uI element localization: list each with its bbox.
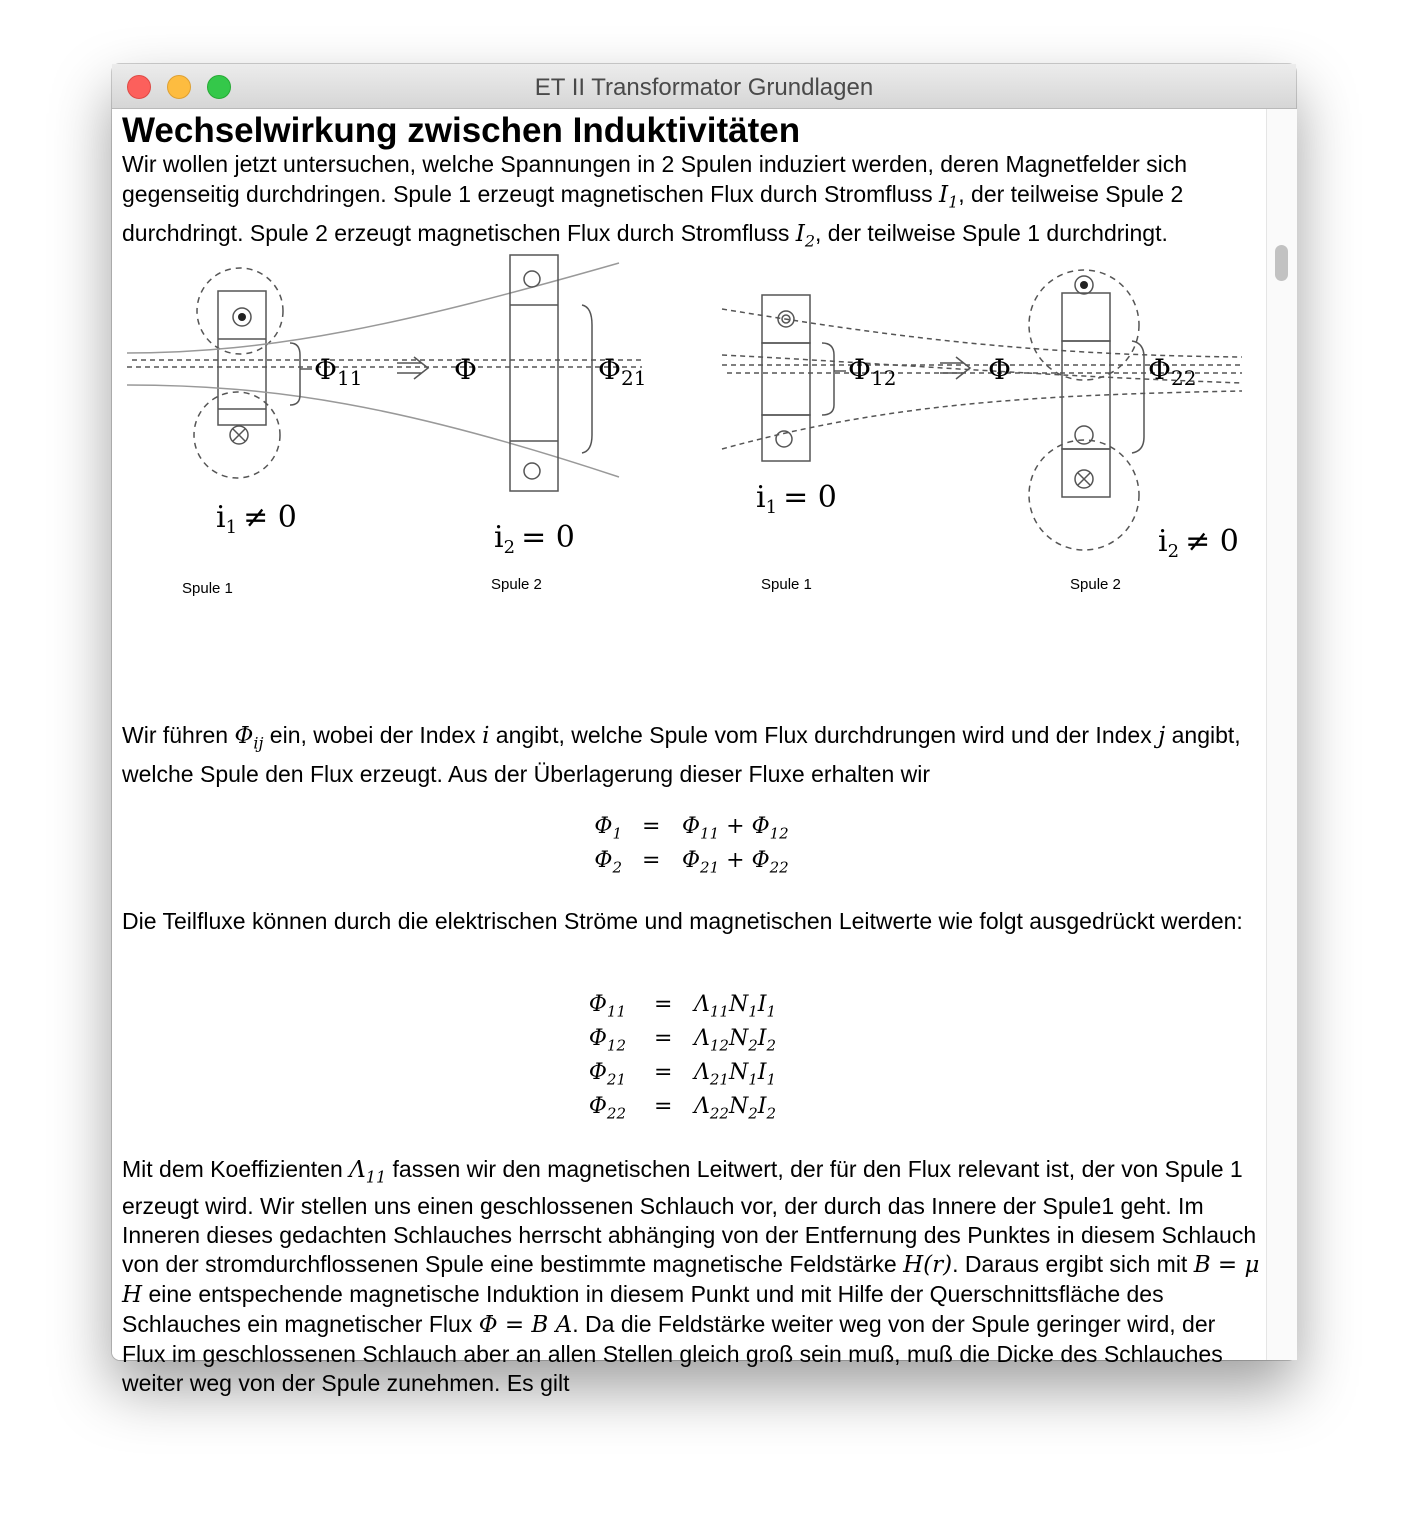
- math-Phi-ij: $\Phi_{ij}$: [234, 723, 264, 753]
- flux-label-own-left: $\Phi_{11}$: [314, 353, 363, 390]
- coil-1-left: [218, 291, 266, 425]
- math-I2: $I_2$: [795, 220, 816, 251]
- math-j: j: [1158, 723, 1166, 749]
- coil-2-right: [1062, 293, 1110, 341]
- current-label-left-2: $i_2 = 0$: [494, 520, 575, 558]
- title-bar[interactable]: [112, 64, 1296, 109]
- app-window: [112, 64, 1296, 1396]
- current-label-right-1: $i_1 = 0$: [756, 480, 837, 518]
- math-Phi-BA: Φ = B A: [478, 1311, 573, 1338]
- coil-label-left-1: Spule 1: [182, 580, 233, 597]
- math-I1: $I_1$: [938, 182, 959, 212]
- field-circle: [194, 392, 280, 478]
- flux-label-other-left: $\Phi_{21}$: [598, 353, 647, 390]
- coupled-coils-figure: [122, 245, 1262, 645]
- intro-paragraph: Wir wollen jetzt untersuchen, welche Spannungen in 2 Spulen induziert werden, deren Magnetfelder sich gegenseitig durchdringen. Spule 1 erzeugt magnetischen Flux durch Stromfluss $I_1$, der teilweise Spule 2 durchdringt. Spule 2 erzeugt magnetischen Flux durch Stromfluss $I_2$, der teilweise Spule 1 durchdringt.: [122, 151, 1188, 251]
- window-title: ET II Transformator Grundlagen: [534, 74, 874, 101]
- math-i: i: [482, 723, 490, 749]
- leitwert-paragraph: Mit dem Koeffizienten $\Lambda_{11}$ fassen wir den magnetischen Leitwert, der für den Flux relevant ist, der von Spule 1 erzeugt wird. Wir stellen uns einen geschlossenen Schlauch vor, der durch das Innere der Spule1 geht. Im Inneren dieses gedachten Schlauches herrscht abhänging von der Entfernung des Punktes in diesem Schlauch von der stromdurchflossenen Spule eine bestimmte magnetische Feldstärke H(r). Daraus ergibt sich mit B = μ H eine entspechende magnetische Induktion in diesem Punkt und mit Hilfe der Querschnittsfläche des Schlauches ein magnetischer Flux Φ = B A. Da die Feldstärke weiter weg von der Spule geringer wird, der Flux im geschlossenen Schlauch aber an allen Stellen gleich groß sein muß, muß die Dicke des Schlauches weiter weg von der Spule zunehmen. Es gilt: [122, 1156, 1260, 1396]
- current-label-left-1: $i_1 \ne 0$: [216, 500, 297, 538]
- coil-label-right-1: Spule 1: [761, 576, 812, 593]
- teilfluxe-paragraph: Die Teilfluxe können durch die elektrischen Ströme und magnetischen Leitwerte wie folgt ausgedrückt werden:: [122, 908, 1243, 934]
- flux-label-center-right: Φ: [988, 353, 1011, 386]
- flux-sum-equations: $\Phi_1$ = $\Phi_{11} + \Phi_{12}$ $\Phi_2$ = $\Phi_{21} + \Phi_{22}$: [594, 814, 789, 877]
- index-paragraph: Wir führen $\Phi_{ij}$ ein, wobei der Index i angibt, welche Spule vom Flux durchdrungen wird und der Index j angibt, welche Spule den Flux erzeugt. Aus der Überlagerung dieser Fluxe erhalten wir: [122, 722, 1241, 787]
- document-content[interactable]: [112, 109, 1266, 1396]
- flux-label-own-right: $\Phi_{12}$: [848, 353, 897, 390]
- scrollbar-thumb[interactable]: [1275, 245, 1288, 281]
- math-Lambda-11: $\Lambda_{11}$: [349, 1157, 387, 1187]
- flux-label-other-right: $\Phi_{22}$: [1148, 353, 1197, 390]
- page-title: Wechselwirkung zwischen Induktivitäten: [122, 111, 801, 150]
- field-circle: [1029, 440, 1139, 550]
- math-H-r: H(r): [903, 1251, 953, 1278]
- coil-label-right-2: Spule 2: [1070, 576, 1121, 593]
- coil-label-left-2: Spule 2: [491, 576, 542, 593]
- flux-label-center-left: Φ: [454, 353, 477, 386]
- current-label-right-2: $i_2 \ne 0$: [1158, 524, 1239, 562]
- math-B-mu-H: B = μ H: [122, 1251, 1260, 1308]
- field-circle: [197, 268, 283, 354]
- vertical-scrollbar[interactable]: [1266, 109, 1297, 1360]
- partial-flux-equations: $\Phi_{11}$ = $\Lambda_{11}N_1I_1$ $\Phi_{12}$ = $\Lambda_{12}N_2I_2$ $\Phi_{21}$ = $\Lambda_{21}N_1I_1$ $\Phi_{22}$ = $\Lambda_{22}N_2I_2$: [588, 992, 777, 1123]
